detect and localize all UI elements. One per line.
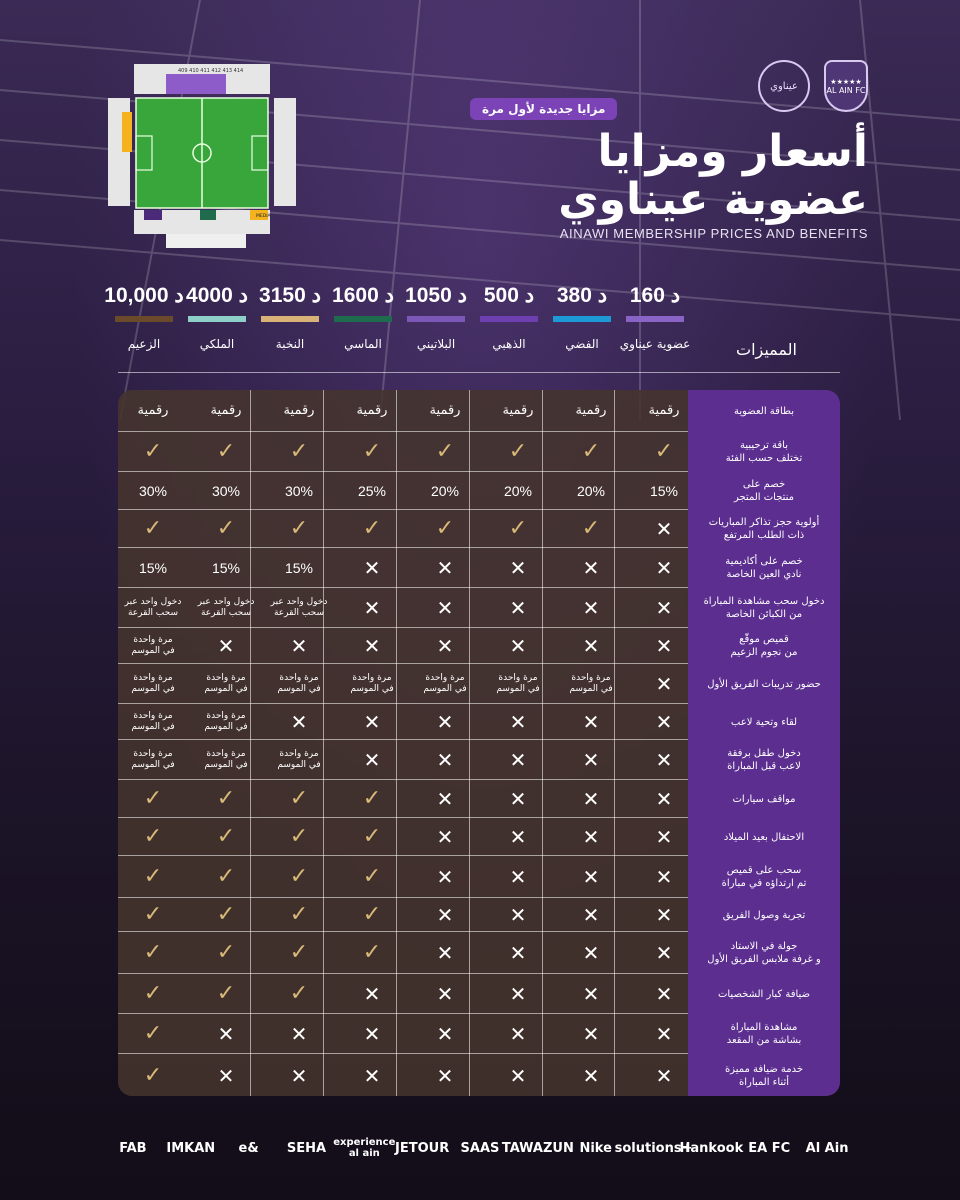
features-heading: المميزات: [736, 340, 797, 359]
tier-color-bar: [553, 316, 611, 322]
tier-1: [542, 282, 622, 352]
cross-icon: ✕: [655, 556, 673, 580]
tier-color-bar: [261, 316, 319, 322]
page-title: أسعار ومزايا عضوية عيناوي: [558, 126, 868, 225]
divider: [118, 372, 840, 373]
sponsor-logo: JETOUR: [395, 1140, 450, 1156]
feature-label: خصم على منتجات المتجر: [733, 479, 795, 503]
cross-icon: ✕: [582, 903, 600, 927]
table-row: [118, 740, 840, 780]
cross-icon: ✕: [509, 865, 527, 889]
cell-value: 30%: [211, 483, 241, 499]
check-icon: ✓: [362, 864, 382, 889]
cell-value: 30%: [284, 483, 314, 499]
check-icon: ✓: [216, 981, 236, 1006]
sponsor-logo: solutions+: [614, 1140, 693, 1156]
table-row: [118, 390, 840, 432]
feature-label: خدمة ضيافة مميزة أثناء المباراة: [724, 1063, 804, 1088]
cell-value: دخول واحد عبر سحب القرعة: [197, 597, 255, 618]
check-icon: ✓: [435, 516, 455, 541]
table-row: [118, 818, 840, 856]
check-icon: ✓: [143, 902, 163, 927]
feature-label: مشاهدة المباراة بشاشة من المقعد: [726, 1022, 802, 1046]
cell-value: 20%: [503, 483, 533, 499]
table-row: [118, 432, 840, 472]
tier-price: 500 د: [483, 284, 535, 307]
cell-value: دخول واحد عبر سحب القرعة: [124, 597, 182, 618]
feature-label: دخول طفل برفقة لاعب قبل المباراة: [727, 748, 801, 772]
cross-icon: ✕: [582, 825, 600, 849]
tier-price: 380 د: [556, 284, 608, 307]
cross-icon: ✕: [582, 865, 600, 889]
check-icon: ✓: [143, 516, 163, 541]
cross-icon: ✕: [509, 596, 527, 620]
table-row: [118, 548, 840, 588]
check-icon: ✓: [289, 940, 309, 965]
cross-icon: ✕: [436, 596, 454, 620]
cross-icon: ✕: [436, 941, 454, 965]
ainawi-logo: عيناوي: [758, 60, 810, 112]
cross-icon: ✕: [582, 748, 600, 772]
cross-icon: ✕: [582, 556, 600, 580]
cell-value: مرة واحدة في الموسم: [131, 635, 175, 656]
tier-color-bar: [407, 316, 465, 322]
cross-icon: ✕: [655, 517, 673, 541]
tier-price: 1050 د: [405, 284, 467, 307]
table-row: [118, 510, 840, 548]
cell-value: 25%: [357, 483, 387, 499]
feature-label: باقة ترحيبية تختلف حسب الفئة: [725, 440, 803, 464]
cross-icon: ✕: [655, 787, 673, 811]
cross-icon: ✕: [509, 710, 527, 734]
feature-label: أولوية حجز تذاكر المباريات ذات الطلب المرتفع: [708, 517, 820, 541]
table-row: [118, 664, 840, 704]
cross-icon: ✕: [582, 1022, 600, 1046]
tier-color-bar: [626, 316, 684, 322]
cross-icon: ✕: [655, 865, 673, 889]
table-row: [118, 932, 840, 974]
cross-icon: ✕: [217, 1022, 235, 1046]
check-icon: ✓: [435, 439, 455, 464]
cross-icon: ✕: [436, 1022, 454, 1046]
check-icon: ✓: [581, 439, 601, 464]
cell-value: رقمية: [648, 403, 680, 418]
feature-label: مواقف سيارات: [732, 793, 796, 805]
feature-label: سحب على قميص تم ارتداؤه في مباراة: [721, 865, 807, 889]
cross-icon: ✕: [509, 941, 527, 965]
cross-icon: ✕: [436, 1063, 454, 1088]
tier-name: الزعيم: [127, 337, 161, 351]
feature-label: قميص موقّع من نجوم الزعيم: [730, 634, 798, 658]
table-row: [118, 628, 840, 664]
check-icon: ✓: [143, 864, 163, 889]
check-icon: ✓: [216, 940, 236, 965]
check-icon: ✓: [508, 439, 528, 464]
cross-icon: ✕: [363, 596, 381, 620]
cell-value: مرة واحدة في الموسم: [204, 673, 248, 694]
cross-icon: ✕: [436, 787, 454, 811]
sponsor-logo: SEHA: [286, 1140, 327, 1156]
cross-icon: ✕: [509, 787, 527, 811]
cell-value: 20%: [576, 483, 606, 499]
cell-value: مرة واحدة في الموسم: [204, 749, 248, 770]
feature-label: الاحتفال بعيد الميلاد: [723, 831, 805, 843]
new-benefits-badge: مزايا جديدة لأول مرة: [470, 98, 617, 120]
check-icon: ✓: [143, 1062, 163, 1088]
cell-value: 15%: [138, 560, 168, 576]
check-icon: ✓: [581, 516, 601, 541]
cross-icon: ✕: [509, 1063, 527, 1088]
cross-icon: ✕: [436, 556, 454, 580]
feature-label: حضور تدريبات الفريق الأول: [707, 678, 821, 690]
check-icon: ✓: [216, 516, 236, 541]
cross-icon: ✕: [509, 825, 527, 849]
sponsor-logo: FAB: [119, 1140, 147, 1156]
cell-value: مرة واحدة في الموسم: [423, 673, 467, 694]
cell-value: مرة واحدة في الموسم: [277, 749, 321, 770]
check-icon: ✓: [289, 864, 309, 889]
cross-icon: ✕: [655, 710, 673, 734]
cell-value: 15%: [649, 483, 679, 499]
tier-color-bar: [480, 316, 538, 322]
cross-icon: ✕: [582, 634, 600, 658]
feature-label: دخول سحب مشاهدة المباراة من الكبائن الخاصة: [703, 596, 825, 620]
cross-icon: ✕: [436, 634, 454, 658]
cross-icon: ✕: [582, 710, 600, 734]
cell-value: مرة واحدة في الموسم: [350, 673, 394, 694]
table-row: [118, 974, 840, 1014]
table-row: [118, 472, 840, 510]
tier-name: عضوية عيناوي: [619, 337, 691, 351]
tier-7: [104, 282, 184, 352]
tier-price: 3150 د: [259, 284, 321, 307]
sponsor-logo: Hankook: [679, 1140, 744, 1156]
cross-icon: ✕: [363, 1022, 381, 1046]
sponsor-logo: TAWAZUN: [501, 1140, 574, 1156]
sponsor-logo: Nike: [579, 1140, 612, 1156]
cell-value: رقمية: [210, 403, 242, 418]
cell-value: رقمية: [283, 403, 315, 418]
cross-icon: ✕: [217, 634, 235, 658]
table-row: [118, 1014, 840, 1054]
check-icon: ✓: [362, 940, 382, 965]
check-icon: ✓: [143, 1021, 163, 1046]
table-row: [118, 898, 840, 932]
cross-icon: ✕: [290, 1022, 308, 1046]
table-row: [118, 588, 840, 628]
check-icon: ✓: [289, 824, 309, 849]
table-row: [118, 704, 840, 740]
check-icon: ✓: [216, 902, 236, 927]
cross-icon: ✕: [509, 634, 527, 658]
cross-icon: ✕: [655, 596, 673, 620]
cell-value: مرة واحدة في الموسم: [131, 673, 175, 694]
check-icon: ✓: [289, 786, 309, 811]
feature-label: ضيافة كبار الشخصيات: [717, 988, 811, 1000]
check-icon: ✓: [143, 439, 163, 464]
tier-color-bar: [115, 316, 173, 322]
cross-icon: ✕: [290, 1063, 308, 1088]
cross-icon: ✕: [655, 1022, 673, 1046]
cell-value: 15%: [284, 560, 314, 576]
page-subtitle: AINAWI MEMBERSHIP PRICES AND BENEFITS: [559, 226, 868, 241]
check-icon: ✓: [362, 786, 382, 811]
sponsor-logo: experience al ain: [333, 1137, 396, 1159]
cross-icon: ✕: [655, 903, 673, 927]
tier-price: 160 د: [629, 284, 681, 307]
tier-name: الذهبي: [492, 337, 526, 351]
cell-value: رقمية: [429, 403, 461, 418]
cross-icon: ✕: [363, 1063, 381, 1088]
cross-icon: ✕: [582, 982, 600, 1006]
tier-6: [177, 282, 257, 352]
cell-value: مرة واحدة في الموسم: [131, 749, 175, 770]
cross-icon: ✕: [655, 941, 673, 965]
tier-3: [396, 282, 476, 352]
tier-price: 4000 د: [186, 284, 248, 307]
check-icon: ✓: [143, 824, 163, 849]
al-ain-fc-logo: ★★★★★ AL AIN FC: [824, 60, 868, 112]
tier-5: [250, 282, 330, 352]
check-icon: ✓: [289, 981, 309, 1006]
cross-icon: ✕: [363, 710, 381, 734]
sponsor-logo: IMKAN: [166, 1140, 216, 1156]
cross-icon: ✕: [509, 748, 527, 772]
check-icon: ✓: [143, 786, 163, 811]
check-icon: ✓: [143, 940, 163, 965]
tier-prices: [104, 282, 696, 372]
cross-icon: ✕: [436, 825, 454, 849]
benefits-table: [118, 390, 840, 1096]
tier-4: [323, 282, 403, 352]
feature-label: بطاقة العضوية: [734, 405, 794, 417]
cross-icon: ✕: [363, 748, 381, 772]
tier-color-bar: [188, 316, 246, 322]
cross-icon: ✕: [655, 982, 673, 1006]
cell-value: مرة واحدة في الموسم: [277, 673, 321, 694]
cross-icon: ✕: [582, 787, 600, 811]
cross-icon: ✕: [363, 982, 381, 1006]
cross-icon: ✕: [363, 634, 381, 658]
check-icon: ✓: [508, 516, 528, 541]
cross-icon: ✕: [655, 672, 673, 696]
tier-color-bar: [334, 316, 392, 322]
sponsor-bar: [104, 1128, 856, 1168]
cross-icon: ✕: [655, 825, 673, 849]
check-icon: ✓: [654, 439, 674, 464]
cross-icon: ✕: [436, 865, 454, 889]
tier-name: البلاتيني: [416, 337, 456, 351]
tier-name: الملكي: [199, 337, 235, 351]
table-row: [118, 1054, 840, 1096]
feature-label: تجربة وصول الفريق: [722, 909, 806, 921]
cross-icon: ✕: [290, 634, 308, 658]
tier-price: 1600 د: [332, 284, 394, 307]
check-icon: ✓: [362, 439, 382, 464]
check-icon: ✓: [362, 516, 382, 541]
cell-value: مرة واحدة في الموسم: [569, 673, 613, 694]
tier-0: [615, 282, 695, 352]
check-icon: ✓: [143, 981, 163, 1006]
cell-value: 30%: [138, 483, 168, 499]
check-icon: ✓: [216, 824, 236, 849]
cross-icon: ✕: [582, 1063, 600, 1088]
table-row: [118, 856, 840, 898]
check-icon: ✓: [362, 824, 382, 849]
feature-label: جولة في الاستاد و غرفة ملابس الفريق الأول: [707, 941, 821, 965]
cross-icon: ✕: [509, 556, 527, 580]
cell-value: رقمية: [502, 403, 534, 418]
cross-icon: ✕: [582, 941, 600, 965]
cell-value: دخول واحد عبر سحب القرعة: [270, 597, 328, 618]
check-icon: ✓: [289, 516, 309, 541]
tier-name: النخبة: [275, 337, 305, 351]
tier-name: الفضي: [565, 337, 599, 351]
tier-name: الماسي: [344, 337, 382, 351]
check-icon: ✓: [216, 786, 236, 811]
svg-text:MEDIA: MEDIA: [256, 214, 271, 219]
cross-icon: ✕: [436, 748, 454, 772]
sponsor-logo: SAAS: [460, 1140, 500, 1156]
cross-icon: ✕: [217, 1063, 235, 1088]
feature-label: لقاء وتحية لاعب: [730, 716, 798, 728]
cross-icon: ✕: [509, 982, 527, 1006]
cross-icon: ✕: [363, 556, 381, 580]
stadium-label: 409 410 411 412 413 414: [178, 68, 244, 74]
cross-icon: ✕: [436, 982, 454, 1006]
cross-icon: ✕: [655, 748, 673, 772]
cell-value: 15%: [211, 560, 241, 576]
check-icon: ✓: [289, 902, 309, 927]
cell-value: 20%: [430, 483, 460, 499]
cell-value: مرة واحدة في الموسم: [204, 711, 248, 732]
stadium-map: [96, 58, 308, 250]
cell-value: رقمية: [575, 403, 607, 418]
cross-icon: ✕: [509, 1022, 527, 1046]
cross-icon: ✕: [290, 710, 308, 734]
check-icon: ✓: [362, 902, 382, 927]
check-icon: ✓: [289, 439, 309, 464]
cross-icon: ✕: [655, 634, 673, 658]
tier-price: 10,000 د: [104, 284, 184, 307]
sponsor-logo: Al Ain: [805, 1140, 849, 1156]
cell-value: مرة واحدة في الموسم: [131, 711, 175, 732]
cross-icon: ✕: [582, 596, 600, 620]
cross-icon: ✕: [436, 710, 454, 734]
cross-icon: ✕: [655, 1063, 673, 1088]
tier-2: [469, 282, 549, 352]
check-icon: ✓: [216, 439, 236, 464]
table-row: [118, 780, 840, 818]
sponsor-logo: EA FC: [748, 1140, 791, 1156]
cross-icon: ✕: [436, 903, 454, 927]
club-logos: [758, 60, 868, 112]
check-icon: ✓: [216, 864, 236, 889]
cross-icon: ✕: [509, 903, 527, 927]
cell-value: رقمية: [137, 403, 169, 418]
feature-label: خصم على أكاديمية نادي العين الخاصة: [725, 556, 803, 580]
cell-value: مرة واحدة في الموسم: [496, 673, 540, 694]
sponsor-logo: e&: [238, 1140, 259, 1156]
cell-value: رقمية: [356, 403, 388, 418]
